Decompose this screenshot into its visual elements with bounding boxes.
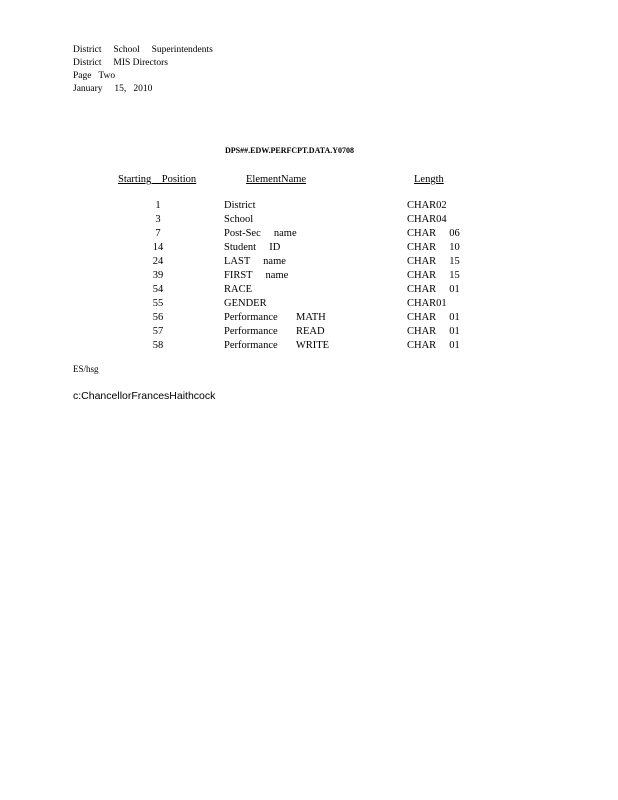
- cell-length: CHAR 01: [407, 312, 460, 323]
- cell-length: CHAR02: [407, 200, 447, 211]
- cell-position: 58: [152, 340, 164, 351]
- header-recipient-2: District MIS Directors: [73, 58, 168, 68]
- cell-element-name: Performance MATH: [224, 312, 326, 323]
- table-row: [0, 311, 618, 325]
- header-date: January 15, 2010: [73, 84, 153, 94]
- cell-length: CHAR 01: [407, 340, 460, 351]
- cell-position: 55: [152, 298, 164, 309]
- cell-length: CHAR 15: [407, 256, 460, 267]
- table-row: [0, 269, 618, 283]
- cell-element-name: FIRST name: [224, 270, 289, 281]
- cell-element-name: RACE: [224, 284, 253, 295]
- cell-position: 57: [152, 326, 164, 337]
- cell-position: 54: [152, 284, 164, 295]
- cell-position: 14: [152, 242, 164, 253]
- cell-length: CHAR04: [407, 214, 447, 225]
- carbon-copy-line: c:ChancellorFrancesHaithcock: [73, 390, 216, 402]
- table-row: [0, 283, 618, 297]
- letter-header: [73, 44, 213, 96]
- cell-element-name: GENDER: [224, 298, 267, 309]
- cell-element-name: Post-Sec name: [224, 228, 297, 239]
- table-row: [0, 227, 618, 241]
- table-row: [0, 297, 618, 311]
- cell-length: CHAR 01: [407, 284, 460, 295]
- table-row: [0, 325, 618, 339]
- cell-position: 56: [152, 312, 164, 323]
- cell-element-name: Performance WRITE: [224, 340, 330, 351]
- cell-length: CHAR 15: [407, 270, 460, 281]
- cell-length: CHAR 06: [407, 228, 460, 239]
- header-recipient-1: District School Superintendents: [73, 45, 213, 55]
- cell-position: 24: [152, 256, 164, 267]
- cell-element-name: Student ID: [224, 242, 281, 253]
- table-row: [0, 199, 618, 213]
- cell-element-name: LAST name: [224, 256, 286, 267]
- cell-element-name: Performance READ: [224, 326, 325, 337]
- table-row: [0, 339, 618, 353]
- dataset-file-name: DPS##.EDW.PERFCPT.DATA.Y0708: [225, 146, 355, 155]
- cell-length: CHAR 10: [407, 242, 460, 253]
- table-row: [0, 255, 618, 269]
- layout-table: [0, 199, 618, 353]
- cell-element-name: District: [224, 200, 256, 211]
- cell-length: CHAR 01: [407, 326, 460, 337]
- table-row: [0, 241, 618, 255]
- typist-initials: ES/hsg: [73, 364, 99, 374]
- column-header-element-name: ElementName: [246, 174, 307, 185]
- column-header-length: Length: [414, 174, 444, 185]
- cell-length: CHAR01: [407, 298, 447, 309]
- header-page: Page Two: [73, 71, 116, 81]
- cell-element-name: School: [224, 214, 254, 225]
- cell-position: 39: [152, 270, 164, 281]
- cell-position: 3: [155, 214, 161, 225]
- cell-position: 1: [155, 200, 161, 211]
- column-header-starting-position: Starting Position: [118, 174, 197, 185]
- table-row: [0, 213, 618, 227]
- cell-position: 7: [155, 228, 161, 239]
